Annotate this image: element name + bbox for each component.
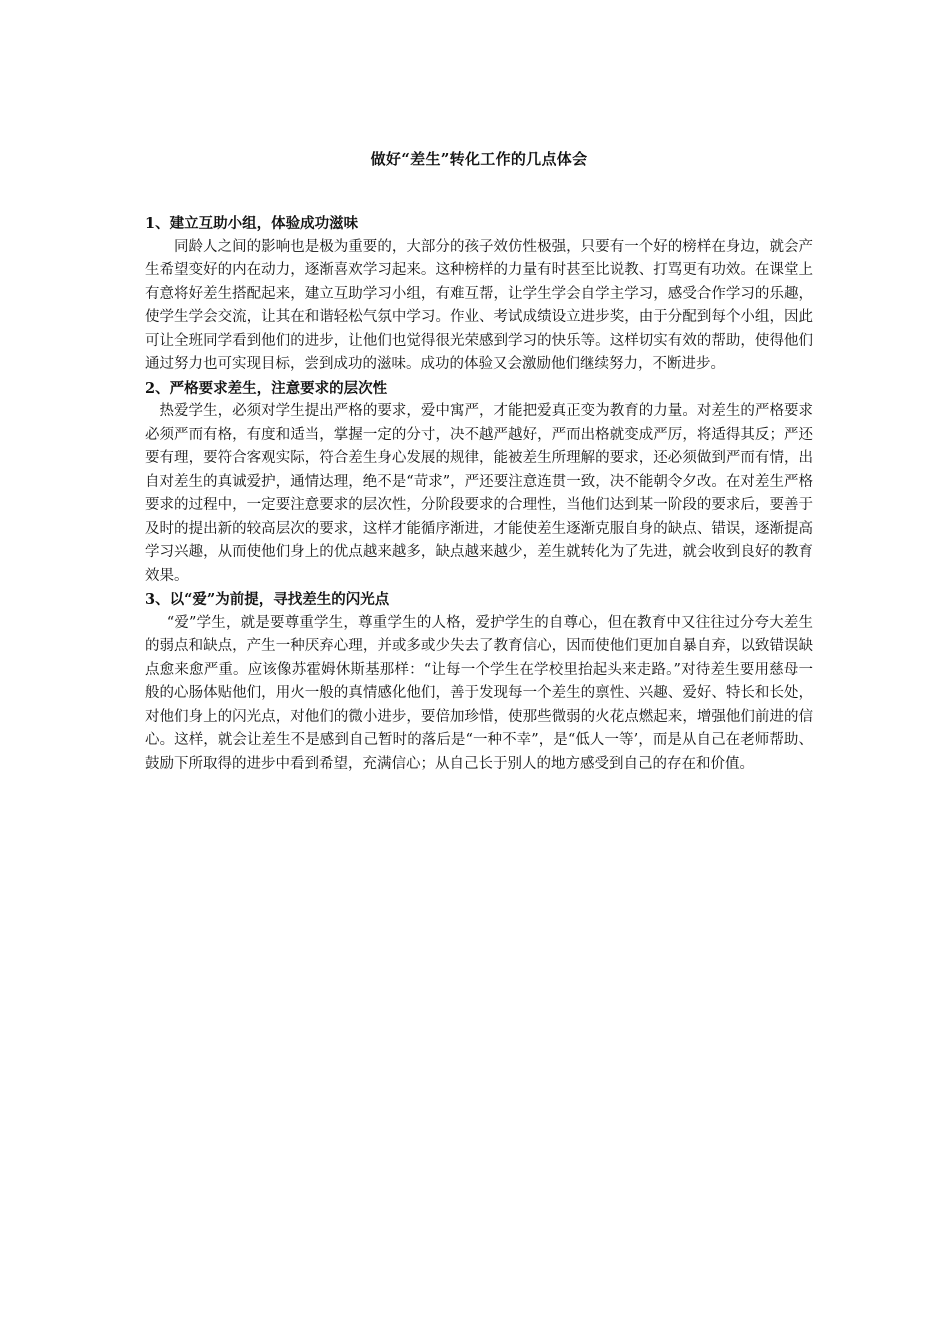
section-1 — [145, 212, 813, 377]
section-3-paragraph: “爱”学生，就是要尊重学生，尊重学生的人格，爱护学生的自尊心，但在教育中又往往过分夸大差生的弱点和缺点，产生一种厌弃心理，并或多或少失去了教育信心，因而使他们更加自暴自弃，以致错误缺点愈来愈严重。应该像苏霍姆休斯基那样：“让每一个学生在学校里抬起头来走路。”对待差生要用慈母一般的心肠体贴他们，用火一般的真情感化他们，善于发现每一个差生的禀性、兴趣、爱好、特长和长处，对他们身上的闪光点，对他们的微小进步，要倍加珍惜，使那些微弱的火花点燃起来，增强他们前进的信心。这样，就会让差生不是感到自己暂时的落后是“一种不幸”，是“低人一等’，而是从自己在老师帮助、鼓励下所取得的进步中看到希望，充满信心；从自己长于别人的地方感受到自己的存在和价值。 — [145, 614, 813, 772]
section-3 — [145, 588, 813, 776]
section-1-paragraph: 同龄人之间的影响也是极为重要的，大部分的孩子效仿性极强，只要有一个好的榜样在身边，就会产生希望变好的内在动力，逐渐喜欢学习起来。这种榜样的力量有时甚至比说教、打骂更有功效。在课堂上有意将好差生搭配起来，建立互助学习小组，有难互帮，让学生学会自学主学习，感受合作学习的乐趣，使学生学会交流，让其在和谐轻松气氛中学习。作业、考试成绩设立进步奖，由于分配到每个小组，因此可让全班同学看到他们的进步，让他们也觉得很光荣感到学习的快乐等。这样切实有效的帮助，使得他们通过努力也可实现目标，尝到成功的滋味。成功的体验又会激励他们继续努力，不断进步。 — [145, 238, 813, 372]
section-3-heading: 3、以“爱”为前提，寻找差生的闪光点 — [145, 591, 390, 608]
document-title: 做好“差生”转化工作的几点体会 — [370, 150, 588, 168]
document-content — [145, 148, 813, 776]
section-2 — [145, 377, 813, 589]
section-2-heading: 2、严格要求差生，注意要求的层次性 — [145, 379, 388, 397]
section-1-heading: 1、建立互助小组，体验成功滋味 — [145, 215, 359, 232]
section-2-paragraph: 热爱学生，必须对学生提出严格的要求，爱中寓严，才能把爱真正变为教育的力量。对差生的严格要求必须严而有格，有度和适当，掌握一定的分寸，决不越严越好，严而出格就变成严厉，将适得其反；严还要有理，要符合客观实际，符合差生身心发展的规律，能被差生所理解的要求，还必须做到严而有情，出自对差生的真诚爱护，通情达理，绝不是“苛求”，严还要注意连贯一致，决不能朝令夕改。在对差生严格要求的过程中，一定要注意要求的层次性，分阶段要求的合理性，当他们达到某一阶段的要求后，要善于及时的提出新的较高层次的要求，这样才能循序渐进，才能使差生逐渐克服自身的缺点、错误，逐渐提高学习兴趣，从而使他们身上的优点越来越多，缺点越来越少，差生就转化为了先进，就会收到良好的教育效果。 — [145, 403, 813, 584]
